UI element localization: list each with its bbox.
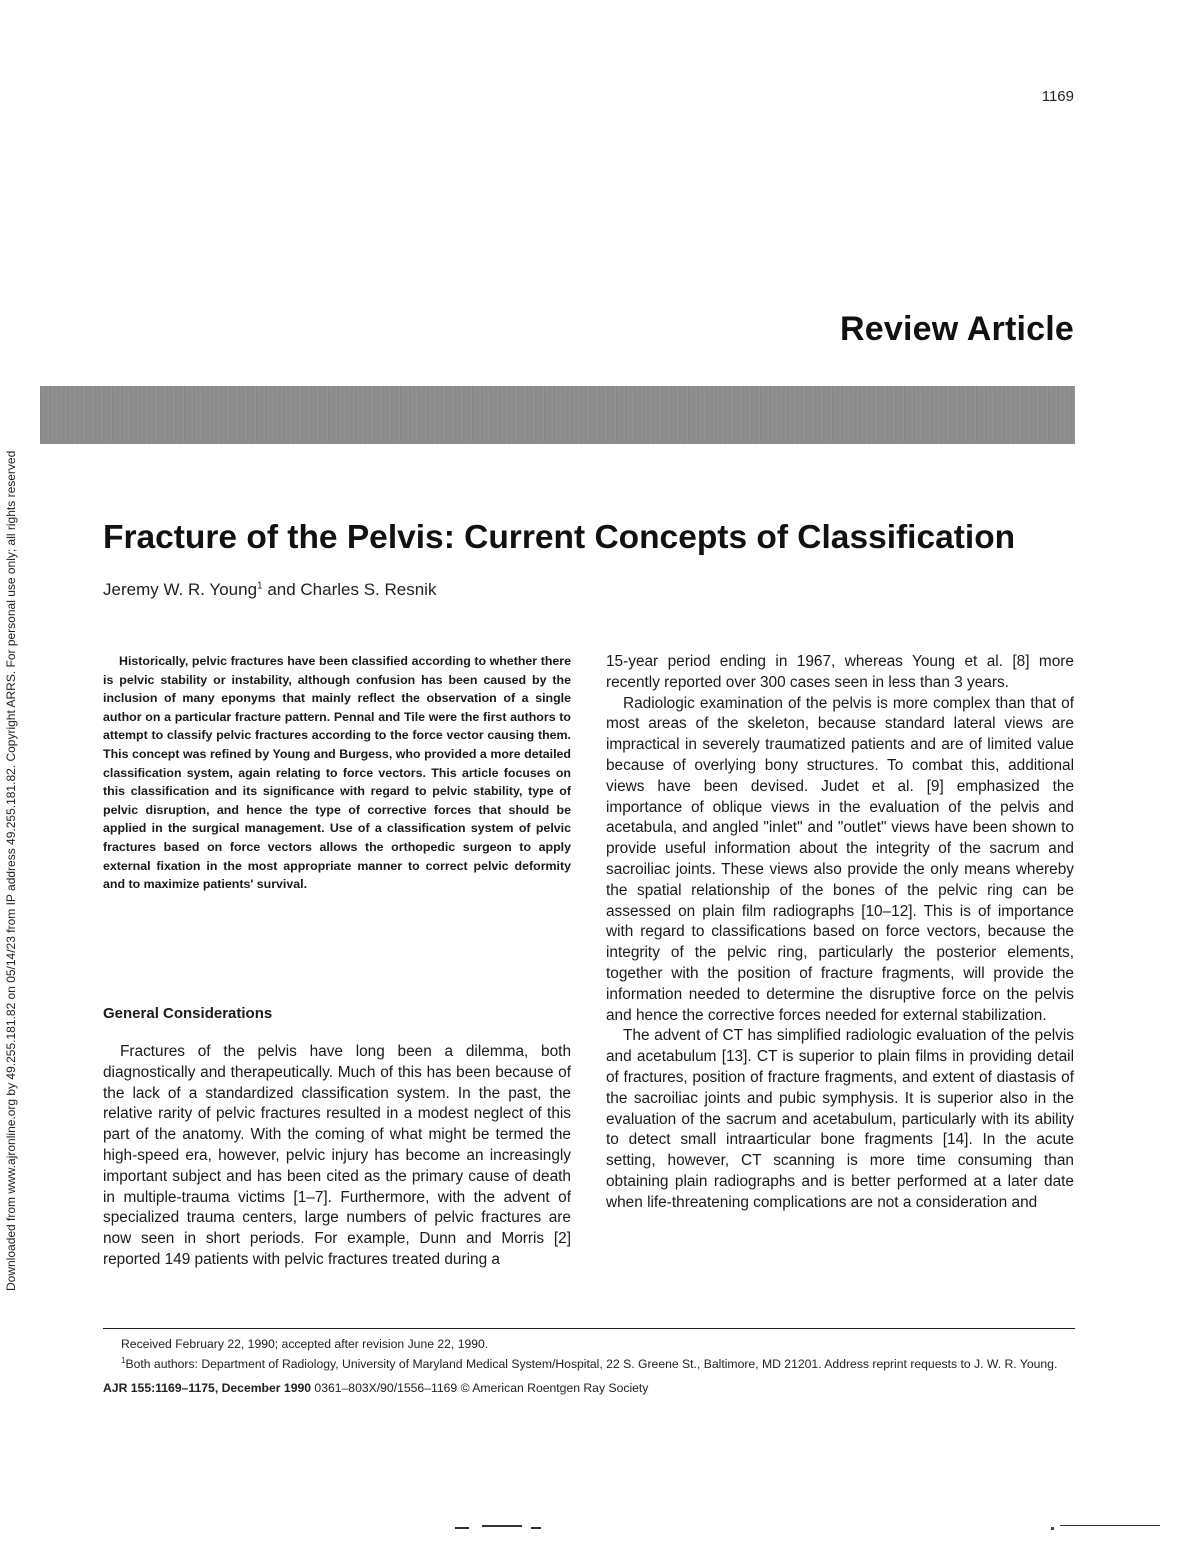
scan-mark — [482, 1525, 522, 1527]
body-paragraph: The advent of CT has simplified radiologic evaluation of the pelvis and acetabulum [13]. CT is superior to plain films in providing detail of fractures, position of fracture fragments, and extent of diastasis of the sacroiliac joints and pubic symphysis. It is superior also in the evaluation of the sacrum and acetabulum, particularly with its ability to detect small intraarticular bone fragments [14]. In the acute setting, however, CT scanning is more time consuming than obtaining plain radiographs and is better performed at a later date when life-threatening complications are not a consideration and — [606, 1027, 1074, 1211]
author-resnik: and Charles S. Resnik — [262, 580, 437, 599]
affiliation-marker: 1 — [121, 1355, 126, 1365]
page-number: 1169 — [1041, 88, 1074, 105]
section-label: Review Article — [840, 310, 1074, 348]
left-column — [103, 1042, 571, 1271]
scan-mark — [1051, 1527, 1054, 1530]
author-young: Jeremy W. R. Young — [103, 580, 258, 599]
section-heading: General Considerations — [103, 1005, 273, 1022]
author-line — [103, 580, 436, 600]
footnotes — [103, 1336, 1075, 1397]
journal-ref: AJR 155:1169–1175, December 1990 — [103, 1381, 312, 1396]
affiliation-note — [103, 1353, 1075, 1373]
body-paragraph: Radiologic examination of the pelvis is more complex than that of most areas of the skeleton, because standard lateral views are impractical in severely traumatized patients and are of limited value because of overlying bony structures. To combat this, additional views have been devised. Judet et al. [9] emphasized the importance of oblique views in the evaluation of the pelvis and acetabula, and angled "inlet" and "outlet" views have been shown to provide useful information about the integrity of the sacrum and sacroiliac joints. These views also provide the only means whereby the spatial relationship of the bones of the pelvic ring can be assessed on plain film radiographs [10–12]. This is of importance with regard to classifications based on force vectors, because the integrity of the pelvic ring, particularly the posterior elements, together with the position of fracture fragments, will provide the information needed to determine the disruptive force on the pelvis and hence the corrective forces needed for external stabilization. — [606, 694, 1074, 1024]
footnote-rule — [103, 1328, 1075, 1329]
author-footnote-marker: 1 — [257, 580, 263, 592]
article-title: Fracture of the Pelvis: Current Concepts of Classification — [103, 519, 1016, 556]
body-paragraph: 15-year period ending in 1967, whereas Young et al. [8] more recently reported over 300 cases seen in less than 3 years. — [606, 653, 1074, 691]
body-paragraph: Fractures of the pelvis have long been a dilemma, both diagnostically and therapeutically. Much of this has been because of the lack of a standardized classification system. In the past, the relative rarity of pelvic fractures resulted in a modest neglect of this part of the anatomy. With the coming of what might be termed the high-speed era, however, pelvic injury has become an increasingly important subject and has been cited as the primary cause of death in multiple-trauma victims [1–7]. Furthermore, with the advent of specialized trauma centers, large numbers of pelvic fractures are now seen in short periods. For example, Dunn and Morris [2] reported 149 patients with pelvic fractures treated during a — [103, 1043, 571, 1268]
received-note: Received February 22, 1990; accepted after revision June 22, 1990. — [121, 1337, 489, 1351]
scan-mark — [531, 1527, 541, 1529]
journal-copyright: 0361–803X/90/1556–1169 © American Roentgen Ray Society — [311, 1381, 649, 1396]
download-notice: Downloaded from www.ajronline.org by 49.255.181.82 on 05/14/23 from IP address 49.255.181.82. Copyright ARRS. For personal use only; all rights reserved — [4, 450, 18, 1291]
abstract — [103, 652, 571, 894]
affiliation-text: Both authors: Department of Radiology, University of Maryland Medical System/Hospital, 22 S. Greene St., Baltimore, MD 21201. Address reprint requests to J. W. R. Young. — [125, 1356, 1058, 1371]
journal-citation — [103, 1380, 1075, 1397]
header-band — [40, 386, 1075, 444]
scan-mark — [455, 1527, 469, 1529]
abstract-text: Historically, pelvic fractures have been classified according to whether there is pelvic stability or instability, although confusion has been caused by the inclusion of many eponyms that mainly reflect the observation of a single author on a particular fracture pattern. Pennal and Tile were the first authors to attempt to classify pelvic fractures according to the force vector causing them. This concept was refined by Young and Burgess, who provided a more detailed classification system, again relating to force vectors. This article focuses on this classification and its significance with regard to pelvic stability, type of pelvic disruption, and hence the type of corrective forces that should be applied in the surgical management. Use of a classification system of pelvic fractures based on force vectors allows the orthopedic surgeon to apply external fixation in the most appropriate manner to correct pelvic deformity and to maximize patients' survival. — [103, 654, 571, 892]
right-column — [606, 652, 1074, 1214]
scan-mark — [1060, 1525, 1160, 1526]
